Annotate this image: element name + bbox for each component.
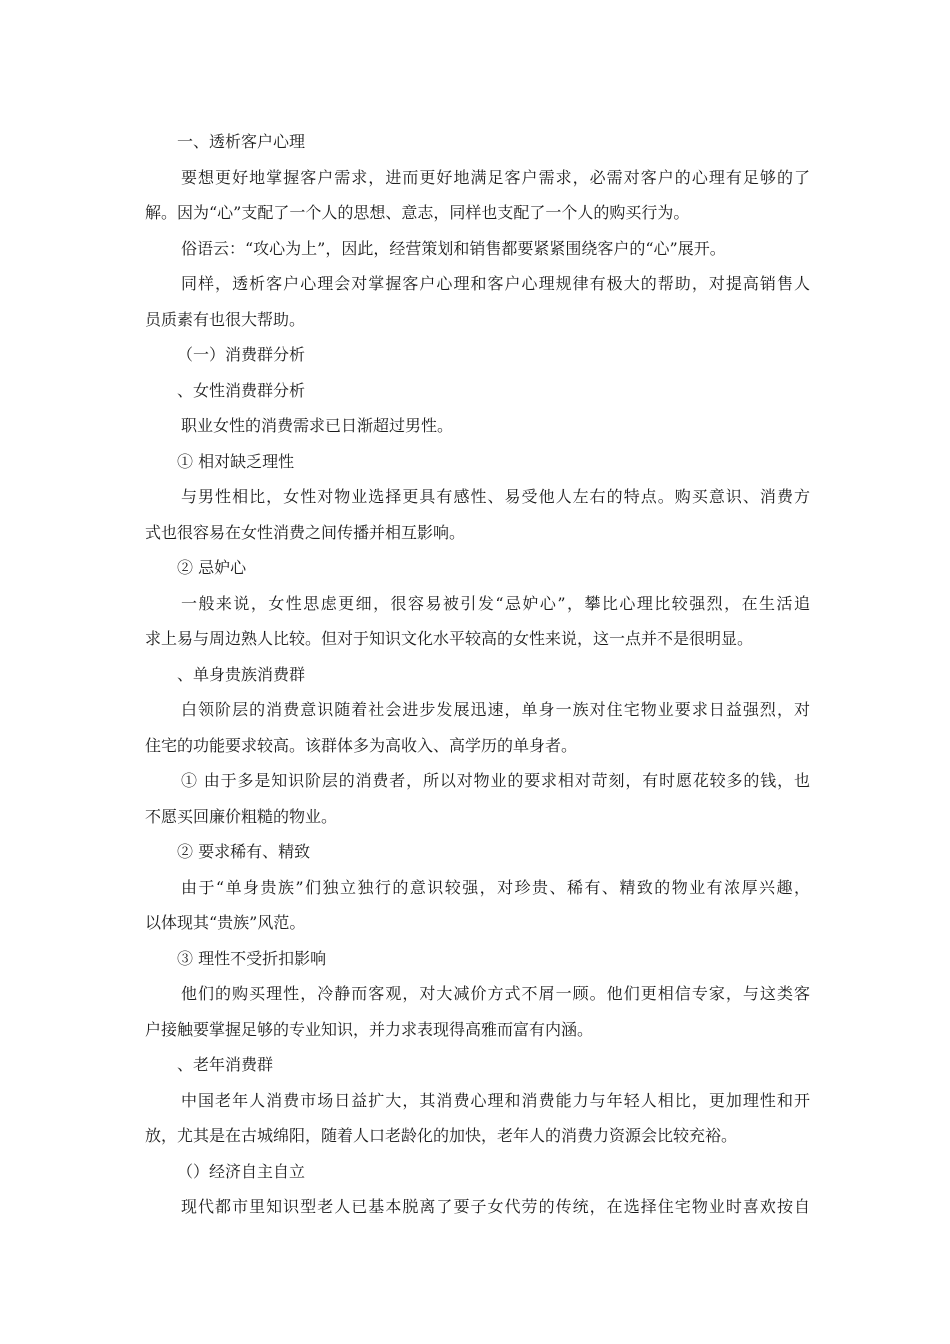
paragraph-line: 户接触要掌握足够的专业知识，并力求表现得高雅而富有内涵。	[145, 1019, 594, 1039]
paragraph-line: 中国老年人消费市场日益扩大，其消费心理和消费能力与年轻人相比，更加理性和开	[181, 1090, 810, 1110]
section-heading: ② 忌妒心	[177, 558, 247, 577]
paragraph-line: 现代都市里知识型老人已基本脱离了要子女代劳的传统，在选择住宅物业时喜欢按自	[181, 1197, 810, 1216]
paragraph-line: 他们的购买理性，冷静而客观，对大减价方式不屑一顾。他们更相信专家，与这类客	[181, 984, 810, 1003]
paragraph-line: 要想更好地掌握客户需求，进而更好地满足客户需求，必需对客户的心理有足够的了	[181, 167, 810, 187]
paragraph-line: 式也很容易在女性消费之间传播并相互影响。	[145, 522, 466, 542]
paragraph-line: 不愿买回廉价粗糙的物业。	[145, 806, 338, 826]
paragraph-line: ① 由于多是知识阶层的消费者，所以对物业的要求相对苛刻，有时愿花较多的钱，也	[181, 771, 810, 790]
section-heading: 、女性消费群分析	[177, 380, 306, 400]
paragraph-line: 职业女性的消费需求已日渐超过男性。	[181, 416, 454, 435]
paragraph-line: 一般来说，女性思虑更细，很容易被引发“忌妒心”，攀比心理比较强烈，在生活追	[181, 593, 810, 613]
section-heading: （）经济自主自立	[177, 1161, 306, 1181]
paragraph-line: 以体现其“贵族”风范。	[145, 913, 306, 932]
paragraph-line: 俗语云：“攻心为上”，因此，经营策划和销售都要紧紧围绕客户的“心”展开。	[181, 238, 726, 258]
section-heading: ③ 理性不受折扣影响	[177, 948, 327, 968]
paragraph-line: 住宅的功能要求较高。该群体多为高收入、高学历的单身者。	[145, 735, 578, 755]
section-heading: 、老年消费群	[177, 1055, 274, 1074]
paragraph-line: 与男性相比，女性对物业选择更具有感性、易受他人左右的特点。购买意识、消费方	[181, 487, 810, 506]
paragraph-line: 白领阶层的消费意识随着社会进步发展迅速，单身一族对住宅物业要求日益强烈，对	[181, 700, 810, 719]
paragraph-line: 同样，透析客户心理会对掌握客户心理和客户心理规律有极大的帮助，对提高销售人	[181, 274, 810, 293]
section-heading: 、单身贵族消费群	[177, 664, 306, 684]
paragraph-line: 解。因为“心”支配了一个人的思想、意志，同样也支配了一个人的购买行为。	[145, 203, 690, 222]
document-body	[145, 124, 810, 1225]
section-heading: ② 要求稀有、精致	[177, 842, 311, 861]
section-heading: 一、透析客户心理	[177, 132, 306, 151]
section-heading: （一）消费群分析	[177, 345, 306, 364]
paragraph-line: 求上易与周边熟人比较。但对于知识文化水平较高的女性来说，这一点并不是很明显。	[145, 629, 754, 648]
paragraph-line: 放，尤其是在古城绵阳，随着人口老龄化的加快，老年人的消费力资源会比较充裕。	[145, 1126, 738, 1145]
paragraph-line: 由于“单身贵族”们独立独行的意识较强，对珍贵、稀有、精致的物业有浓厚兴趣，	[181, 877, 810, 897]
section-heading: ① 相对缺乏理性	[177, 451, 295, 471]
paragraph-line: 员质素有也很大帮助。	[145, 309, 306, 329]
